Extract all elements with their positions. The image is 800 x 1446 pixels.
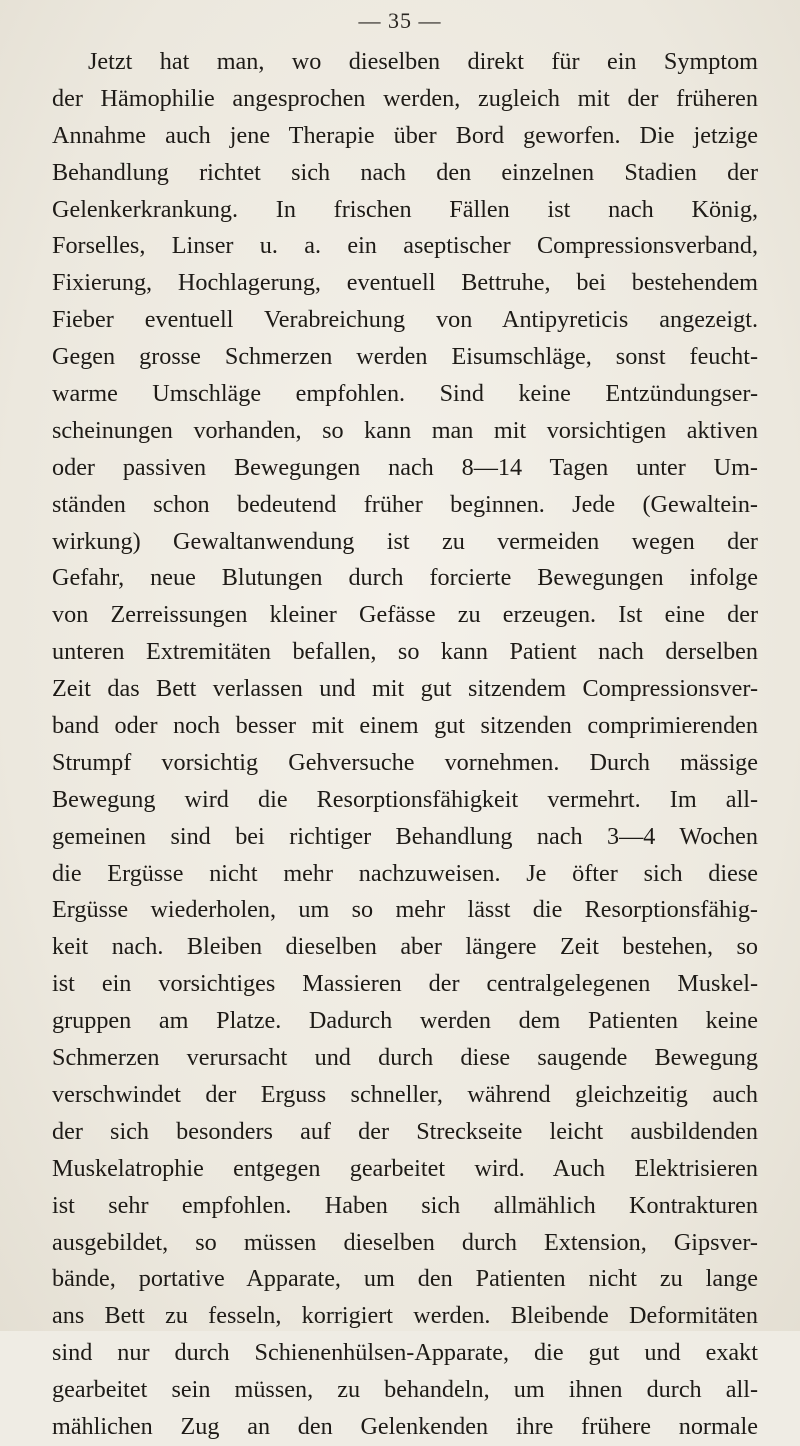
text-line: Gelenkerkrankung. In frischen Fällen ist nach König, [52,195,758,223]
text-line: gruppen am Platze. Dadurch werden dem Patienten keine [52,1007,758,1035]
text-line: ist sehr empfohlen. Haben sich allmählich Kontrakturen [52,1191,758,1219]
text-line: Muskelatrophie entgegen gearbeitet wird. Auch Elektrisieren [52,1154,758,1182]
text-line: oder passiven Bewegungen nach 8—14 Tagen unter Um- [52,453,758,481]
text-line: ständen schon bedeutend früher beginnen. Jede (Gewaltein- [52,490,758,518]
text-line: wirkung) Gewaltanwendung ist zu vermeiden wegen der [52,527,758,555]
text-line: band oder noch besser mit einem gut sitzenden comprimierenden [52,712,758,740]
text-line: bände, portative Apparate, um den Patienten nicht zu lange [52,1265,758,1293]
text-line: sind nur durch Schienenhülsen-Apparate, die gut und exakt [52,1339,758,1367]
text-line: warme Umschläge empfohlen. Sind keine Entzündungser- [52,380,758,408]
text-line: Ergüsse wiederholen, um so mehr lässt die Resorptionsfähig- [52,896,758,924]
text-line: keit nach. Bleiben dieselben aber längere Zeit bestehen, so [52,933,758,961]
text-line: unteren Extremitäten befallen, so kann Patient nach derselben [52,638,758,666]
text-line: verschwindet der Erguss schneller, während gleichzeitig auch [52,1080,758,1108]
page-number: — 35 — [358,8,442,33]
text-line: der Hämophilie angesprochen werden, zugleich mit der früheren [52,84,758,112]
text-line: scheinungen vorhanden, so kann man mit vorsichtigen aktiven [52,416,758,444]
text-line: mählichen Zug an den Gelenkenden ihre frühere normale [52,1412,758,1440]
text-line: Fixierung, Hochlagerung, eventuell Bettruhe, bei bestehendem [52,269,758,297]
text-line: Jetzt hat man, wo dieselben direkt für ein Symptom [88,48,758,75]
text-line: Forselles, Linser u. a. ein aseptischer Compressionsverband, [52,232,758,260]
text-line: der sich besonders auf der Streckseite leicht ausbildenden [52,1117,758,1145]
text-line: von Zerreissungen kleiner Gefässe zu erzeugen. Ist eine der [52,601,758,629]
text-line: gearbeitet sein müssen, zu behandeln, um ihnen durch all- [52,1376,758,1404]
body-text [52,44,758,1446]
text-line: Bewegung wird die Resorptionsfähigkeit vermehrt. Im all- [52,785,758,813]
text-line: Gefahr, neue Blutungen durch forcierte Bewegungen infolge [52,564,758,592]
text-line: Behandlung richtet sich nach den einzelnen Stadien der [52,158,758,186]
text-line: Strumpf vorsichtig Gehversuche vornehmen. Durch mässige [52,748,758,776]
text-line: ist ein vorsichtiges Massieren der centralgelegenen Muskel- [52,970,758,998]
text-line: Annahme auch jene Therapie über Bord geworfen. Die jetzige [52,121,758,149]
text-line: Schmerzen verursacht und durch diese saugende Bewegung [52,1044,758,1072]
text-line: Fieber eventuell Verabreichung von Antipyreticis angezeigt. [52,306,758,334]
text-line: Gegen grosse Schmerzen werden Eisumschläge, sonst feucht- [52,343,758,371]
text-line: ausgebildet, so müssen dieselben durch Extension, Gipsver- [52,1228,758,1256]
text-line: gemeinen sind bei richtiger Behandlung nach 3—4 Wochen [52,822,758,850]
text-line: ans Bett zu fesseln, korrigiert werden. Bleibende Deformitäten [52,1302,758,1330]
text-line: Zeit das Bett verlassen und mit gut sitzendem Compressionsver- [52,675,758,703]
text-line: die Ergüsse nicht mehr nachzuweisen. Je öfter sich diese [52,859,758,887]
